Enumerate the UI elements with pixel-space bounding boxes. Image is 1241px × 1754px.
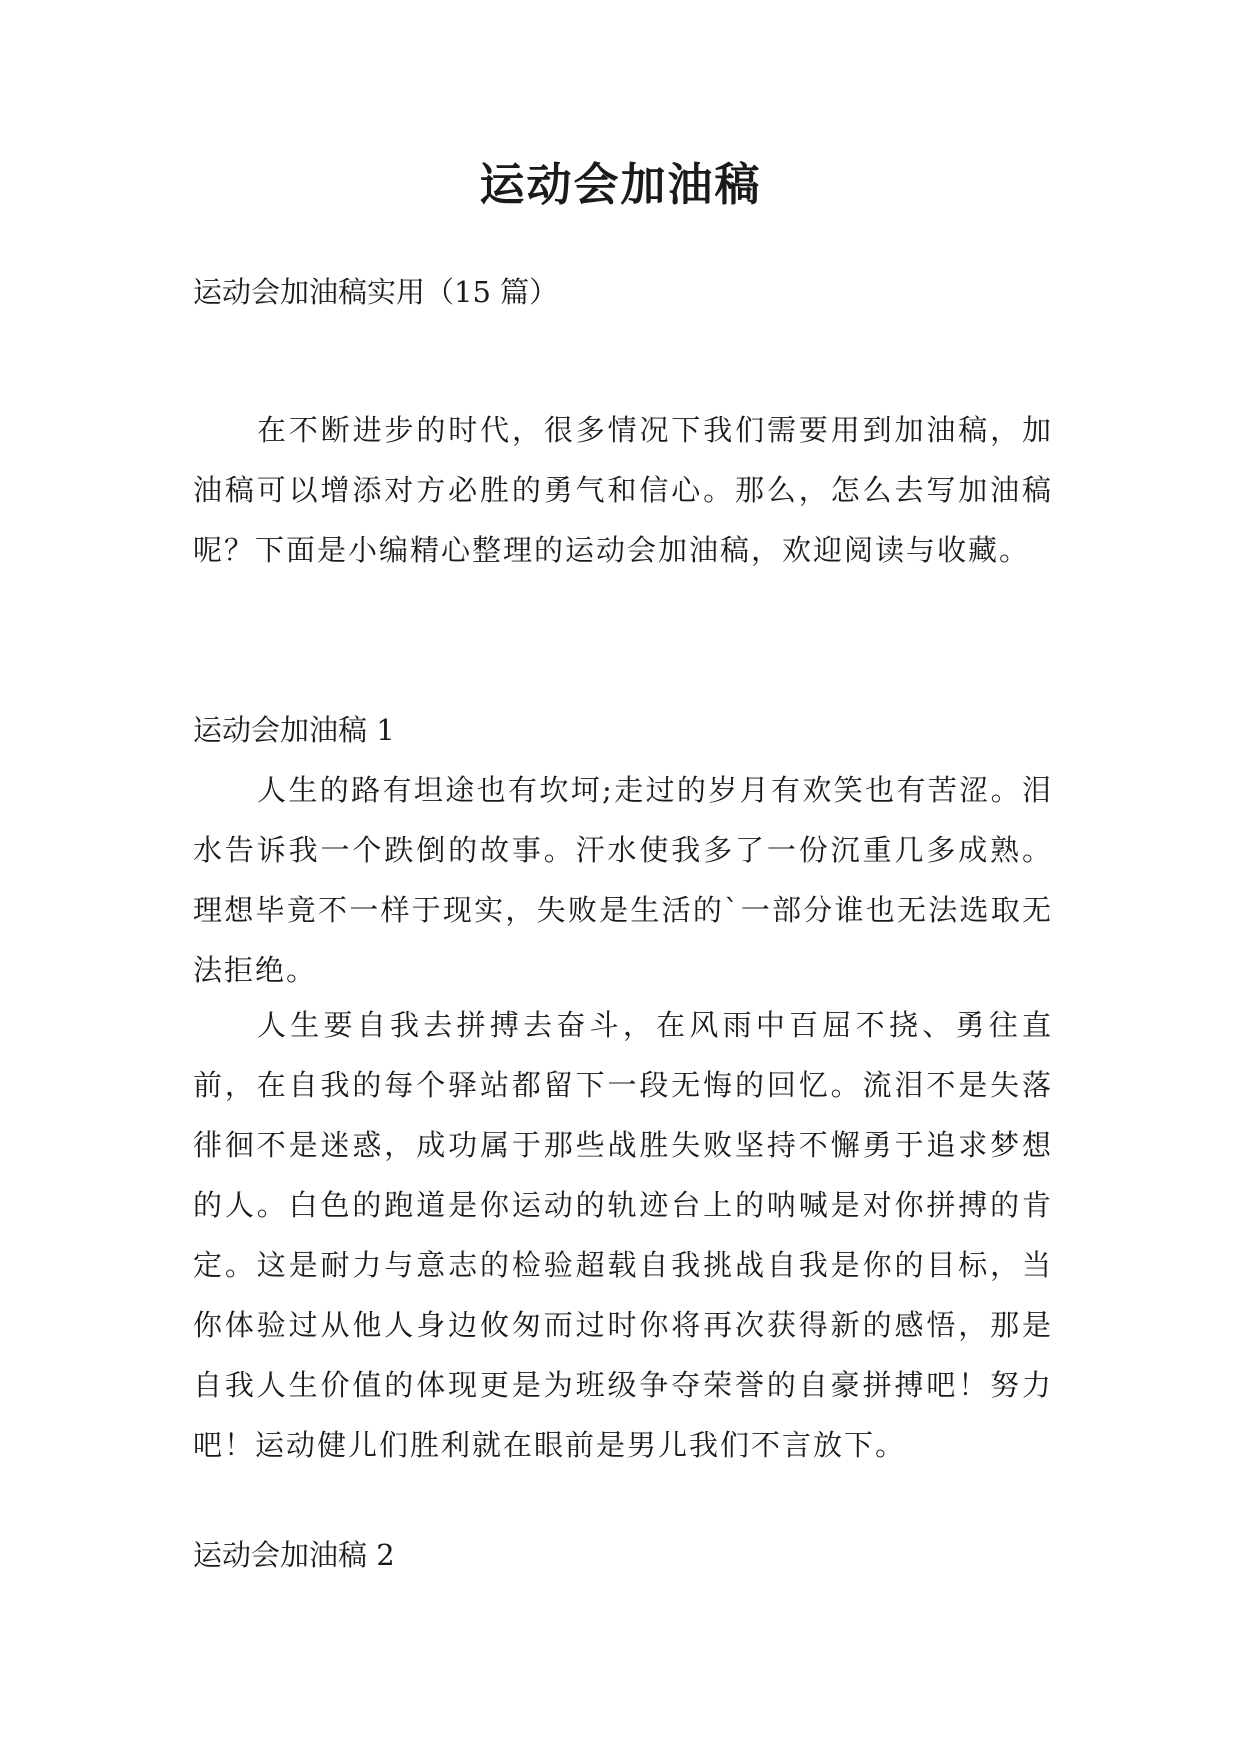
section-heading-1: 运动会加油稿 1 [193,713,395,747]
document-title: 运动会加油稿 [479,158,762,211]
section-1-paragraph-2: 人生要自我去拼搏去奋斗，在风雨中百屈不挠、勇往直前，在自我的每个驿站都留下一段无悔的回忆。流泪不是失落徘徊不是迷惑，成功属于那些战胜失败坚持不懈勇于追求梦想的人。白色的跑道是你运动的轨迹台上的呐喊是对你拼搏的肯定。这是耐力与意志的检验超载自我挑战自我是你的目标，当你体验过从他人身边攸匆而过时你将再次获得新的感悟，那是自我人生价值的体现更是为班级争夺荣誉的自豪拼搏吧！努力吧！运动健儿们胜利就在眼前是男儿我们不言放下。 [193,1008,1053,1462]
document-subtitle: 运动会加油稿实用（15 篇） [193,275,559,309]
intro-paragraph: 在不断进步的时代，很多情况下我们需要用到加油稿，加油稿可以增添对方必胜的勇气和信心。那么，怎么去写加油稿呢？下面是小编精心整理的运动会加油稿，欢迎阅读与收藏。 [193,413,1053,567]
section-1-paragraph-1: 人生的路有坦途也有坎坷;走过的岁月有欢笑也有苦涩。泪水告诉我一个跌倒的故事。汗水使我多了一份沉重几多成熟。理想毕竟不一样于现实，失败是生活的`一部分谁也无法选取无法拒绝。 [193,773,1053,987]
section-heading-2: 运动会加油稿 2 [193,1538,395,1572]
